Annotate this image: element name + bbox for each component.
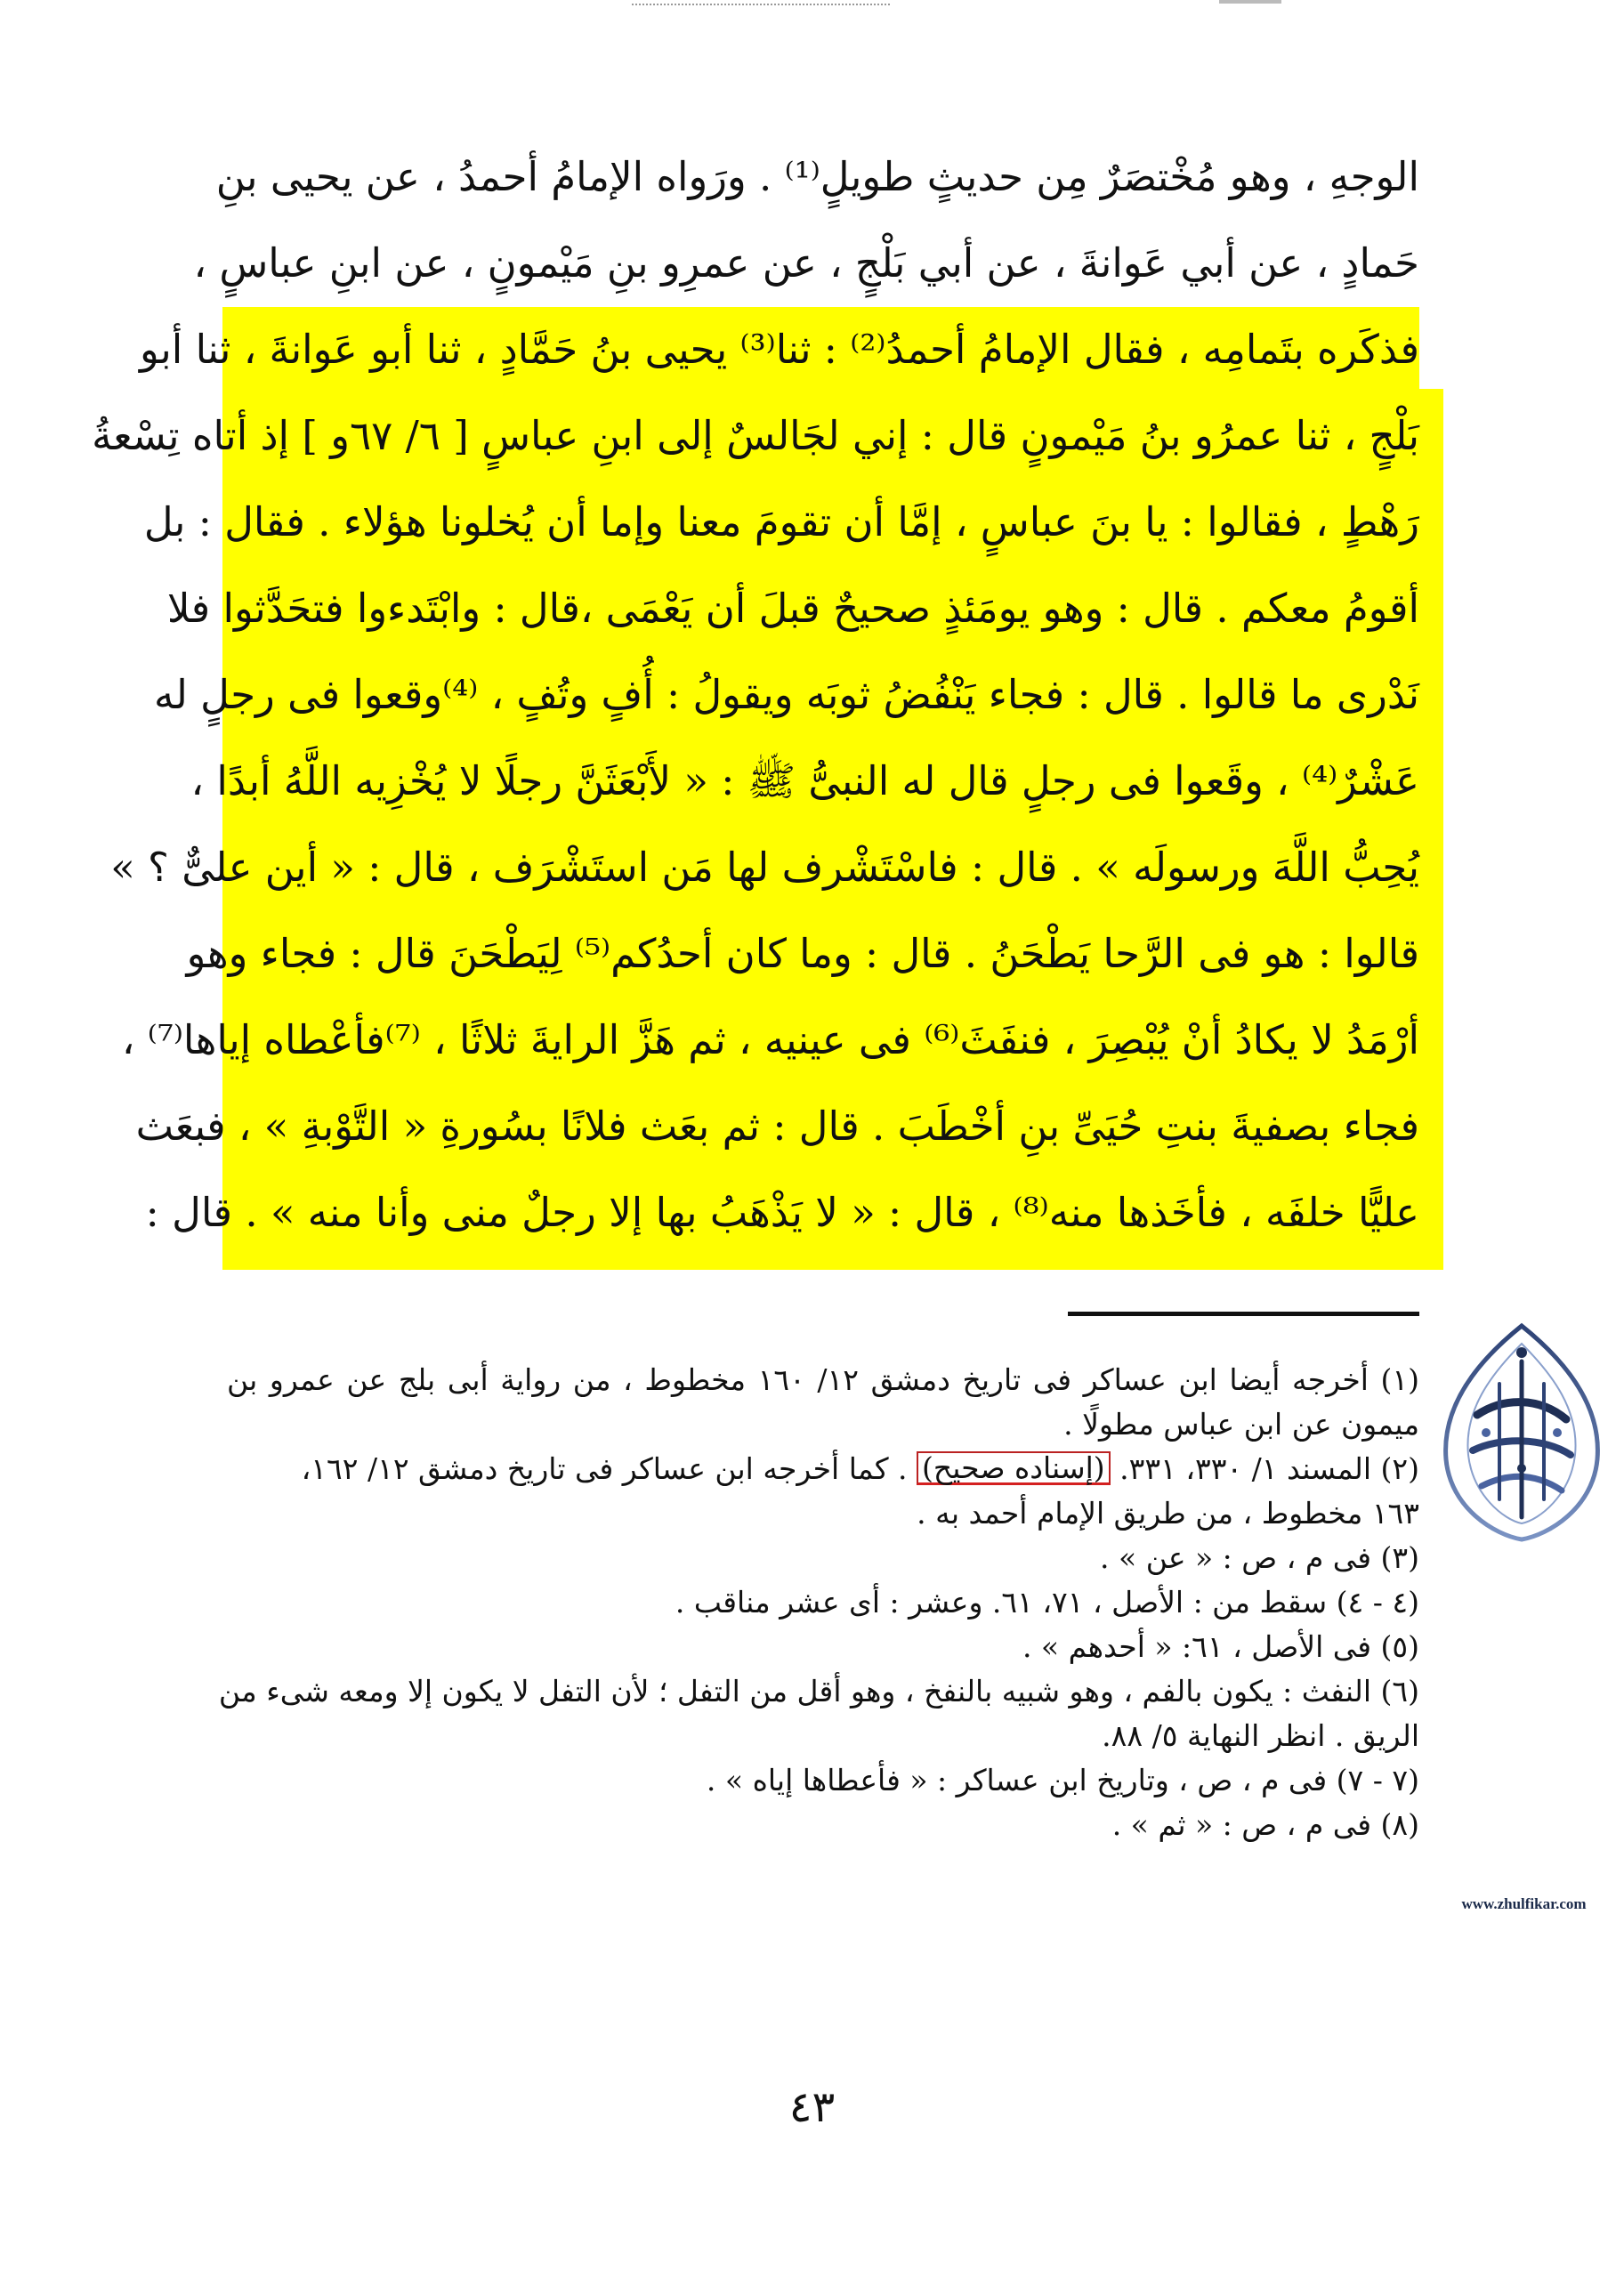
footnote-7: (٧ - ٧) فى م ، ص ، وتاريخ ابن عساكر : « فأعطاها إياه » . — [706, 1762, 1419, 1797]
isnad-sahih-mark: (إسناده صحيح) — [917, 1451, 1111, 1485]
text-line: عَشْرٌ⁽⁴⁾ ، وقَعوا فى رجلٍ قال له النبىُّ ﷺ : « لأَبْعَثَنَّ رجلًا لا يُخْزِيه اللَّهُ أبدًا ، — [190, 757, 1419, 804]
page-number: ٤٣ — [788, 2082, 836, 2132]
footnote-8: (٨) فى م ، ص : « ثم » . — [1111, 1806, 1419, 1842]
text-line: بَلْجٍ ، ثنا عمرُو بنُ مَيْمونٍ قال : إني لجَالسٌ إلى ابنِ عباسٍ [ ٦/ ٦٧و ] إذ أتاه تِسْعةُ — [92, 412, 1419, 459]
footnote-6-cont: الريق . انظر النهاية ٥/ ٨٨. — [1102, 1717, 1419, 1753]
main-text — [92, 133, 1419, 1256]
footnote-divider — [1068, 1312, 1419, 1316]
top-scan-mark — [632, 0, 890, 5]
footnote-2: (٢) المسند ١/ ٣٣٠، ٣٣١. (إسناده صحيح) . كما أخرجه ابن عساكر فى تاريخ دمشق ١٢/ ١٦٢، — [301, 1450, 1419, 1486]
footnote-5: (٥) فى الأصل ، ٦١: « أحدهم » . — [1022, 1628, 1419, 1664]
footnote-3: (٣) فى م ، ص : « عن » . — [1100, 1539, 1419, 1575]
text-line: فجاء بصفيةَ بنتِ حُيَىِّ بنِ أخْطَبَ . قال : ثم بعَث فلانًا بسُورةِ « التَّوْبةِ » ، فبعَث — [135, 1103, 1419, 1150]
text-line: عليًّا خلفَه ، فأخَذها منه⁽⁸⁾ ، قال : « لا يَذْهَبُ بها إلا رجلٌ منى وأنا منه » . قال : — [145, 1189, 1419, 1236]
text-line: قالوا : هو فى الرَّحا يَطْحَنُ . قال : وما كان أحدُكم⁽⁵⁾ لِيَطْحَنَ قال : فجاء وهو — [186, 930, 1419, 977]
text-line: أرْمَدُ لا يكادُ أنْ يُبْصِرَ ، فنفَثَ⁽⁶⁾ فى عينيه ، ثم هَزَّ الرايةَ ثلاثًا ، ⁽⁷⁾فأعْطاه إياها⁽⁷⁾ ، — [121, 1016, 1419, 1063]
text-line: فذكَره بتَمامِه ، فقال الإمامُ أحمدُ⁽²⁾ : ثنا⁽³⁾ يحيى بنُ حَمَّادٍ ، ثنا أبو عَوانةَ ، ثنا أبو — [140, 326, 1419, 373]
footnote-4: (٤ - ٤) سقط من : الأصل ، ٧١، ٦١. وعشر : أى عشر مناقب . — [675, 1584, 1419, 1620]
footnotes — [218, 1357, 1419, 1846]
text-line: رَهْطٍ ، فقالوا : يا بنَ عباسٍ ، إمَّا أن تقومَ معنا وإما أن يُخلونا هؤلاء . فقال : بل — [143, 498, 1419, 545]
footnote-1: (١) أخرجه أيضا ابن عساكر فى تاريخ دمشق ١٢/ ١٦٠ مخطوط ، من رواية أبى بلج عن عمرو بن — [227, 1361, 1419, 1397]
text-line: الوجهِ ، وهو مُخْتصَرٌ مِن حديثٍ طويلٍ⁽¹⁾ . ورَواه الإمامُ أحمدُ ، عن يحيى بنِ — [215, 153, 1419, 200]
text-line: نَدْرى ما قالوا . قال : فجاء يَنْفُضُ ثوبَه ويقولُ : أُفٍ وتُفٍ ، ⁽⁴⁾وقعوا فى رجلٍ له — [154, 671, 1419, 718]
text-line: يُحِبُّ اللَّهَ ورسولَه » . قال : فاسْتَشْرف لها مَن استَشْرَف ، قال : « أين علىٌّ ؟ » — [110, 844, 1419, 891]
footnote-6: (٦) النفث : يكون بالفم ، وهو شبيه بالنفخ ، وهو أقل من التفل ؛ لأن التفل لا يكون إلا ومعه شىء من — [218, 1673, 1419, 1708]
text-line: حَمادٍ ، عن أبي عَوانةَ ، عن أبي بَلْجٍ ، عن عمرِو بنِ مَيْمونٍ ، عن ابنِ عباسٍ ، — [193, 239, 1419, 287]
text-line: أقومُ معكم . قال : وهو يومَئذٍ صحيحٌ قبلَ أن يَعْمَى ،قال : وابْتَدءوا فتحَدَّثوا فلا — [166, 585, 1419, 632]
top-scan-mark — [1219, 0, 1281, 4]
watermark-url: www.zhulfikar.com — [1461, 1895, 1587, 1912]
footnote-2-cont: ١٦٣ مخطوط ، من طريق الإمام أحمد به . — [917, 1495, 1419, 1531]
zhulfikar-logo-icon — [1424, 1308, 1620, 1548]
footnote-1-cont: ميمون عن ابن عباس مطولًا . — [1063, 1406, 1419, 1442]
